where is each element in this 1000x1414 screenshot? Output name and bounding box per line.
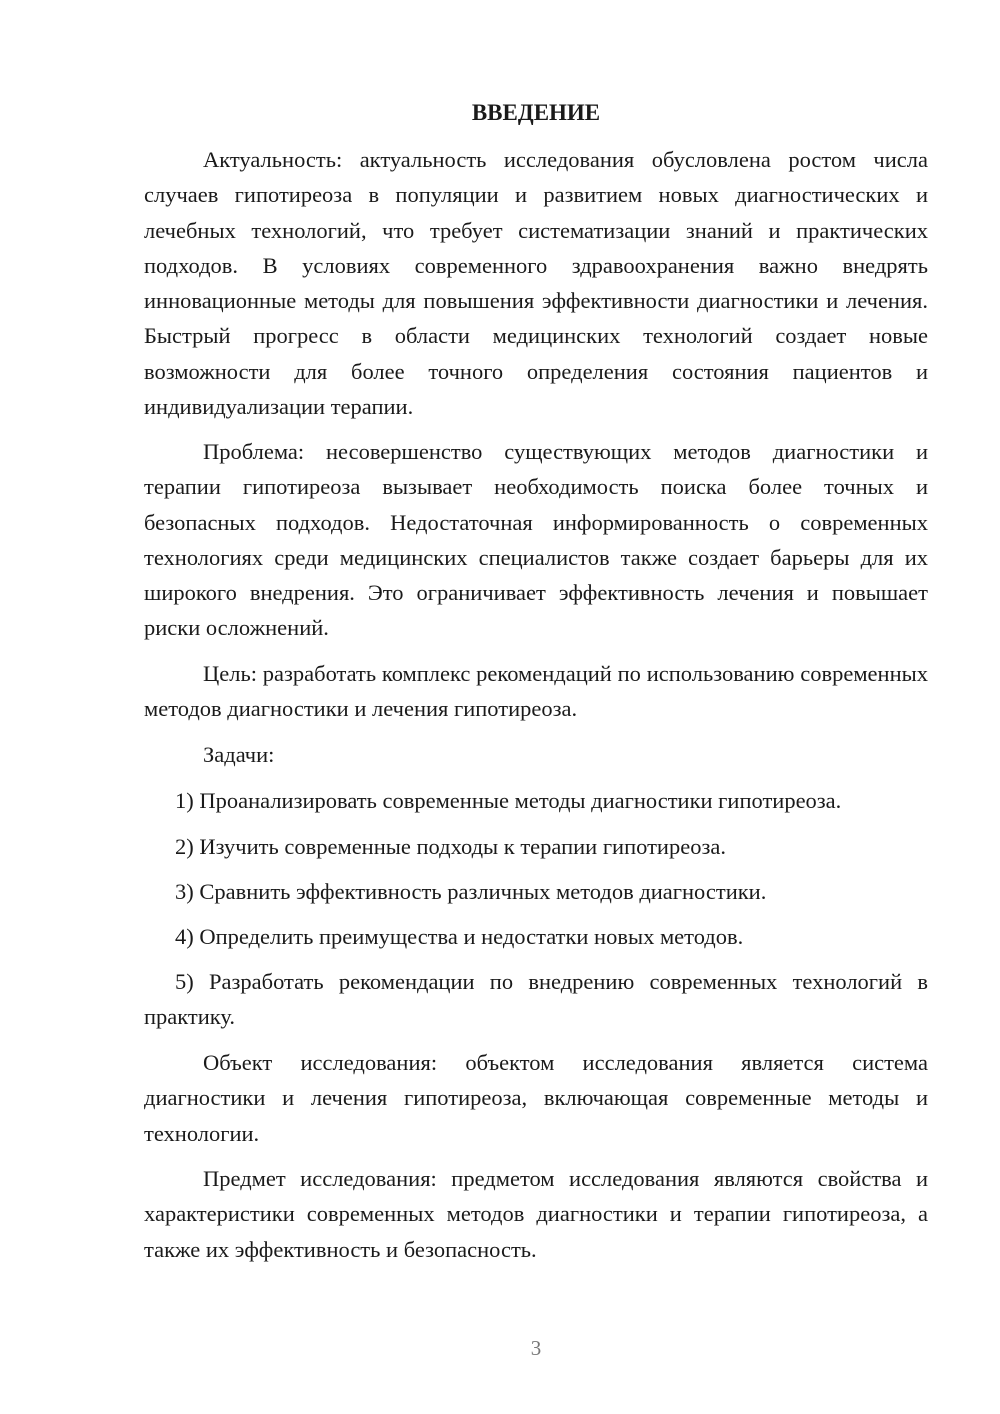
problem-paragraph: Проблема: несовершенство существующих методов диагностики и терапии гипотиреоза вызывает необходимость поиска более точных и безопасных подходов. Недостаточная информированность о современных технологиях среди медицинских специалистов также создает барьеры для их широкого внедрения. Это ограничивает эффективность лечения и повышает риски осложнений.: [144, 439, 928, 641]
relevance-paragraph: Актуальность: актуальность исследования обусловлена ростом числа случаев гипотиреоза в популяции и развитием новых диагностических и лечебных технологий, что требует систематизации знаний и практических подходов. В условиях современного здравоохранения важно внедрять инновационные методы для повышения эффективности диагностики и лечения. Быстрый прогресс в области медицинских технологий создает новые возможности для более точного определения состояния пациентов и индивидуализации терапии.: [144, 147, 928, 420]
page-number: 3: [530, 1336, 542, 1360]
task-item-1: 1) Проанализировать современные методы диагностики гипотиреоза.: [175, 788, 842, 813]
task-item-4: 4) Определить преимущества и недостатки новых методов.: [175, 924, 744, 949]
subject-paragraph: Предмет исследования: предметом исследования являются свойства и характеристики современных методов диагностики и терапии гипотиреоза, а также их эффективность и безопасность.: [144, 1166, 928, 1262]
task-item-5: 5) Разработать рекомендации по внедрению современных технологий в практику.: [144, 969, 928, 1030]
goal-paragraph: Цель: разработать комплекс рекомендаций по использованию современных методов диагностики и лечения гипотиреоза.: [144, 661, 928, 722]
task-item-2: 2) Изучить современные подходы к терапии гипотиреоза.: [175, 834, 726, 859]
task-item-3: 3) Сравнить эффективность различных методов диагностики.: [175, 879, 767, 904]
section-title: ВВЕДЕНИЕ: [471, 100, 601, 125]
object-paragraph: Объект исследования: объектом исследования является система диагностики и лечения гипотиреоза, включающая современные методы и технологии.: [144, 1050, 928, 1146]
tasks-heading: Задачи:: [203, 742, 275, 767]
